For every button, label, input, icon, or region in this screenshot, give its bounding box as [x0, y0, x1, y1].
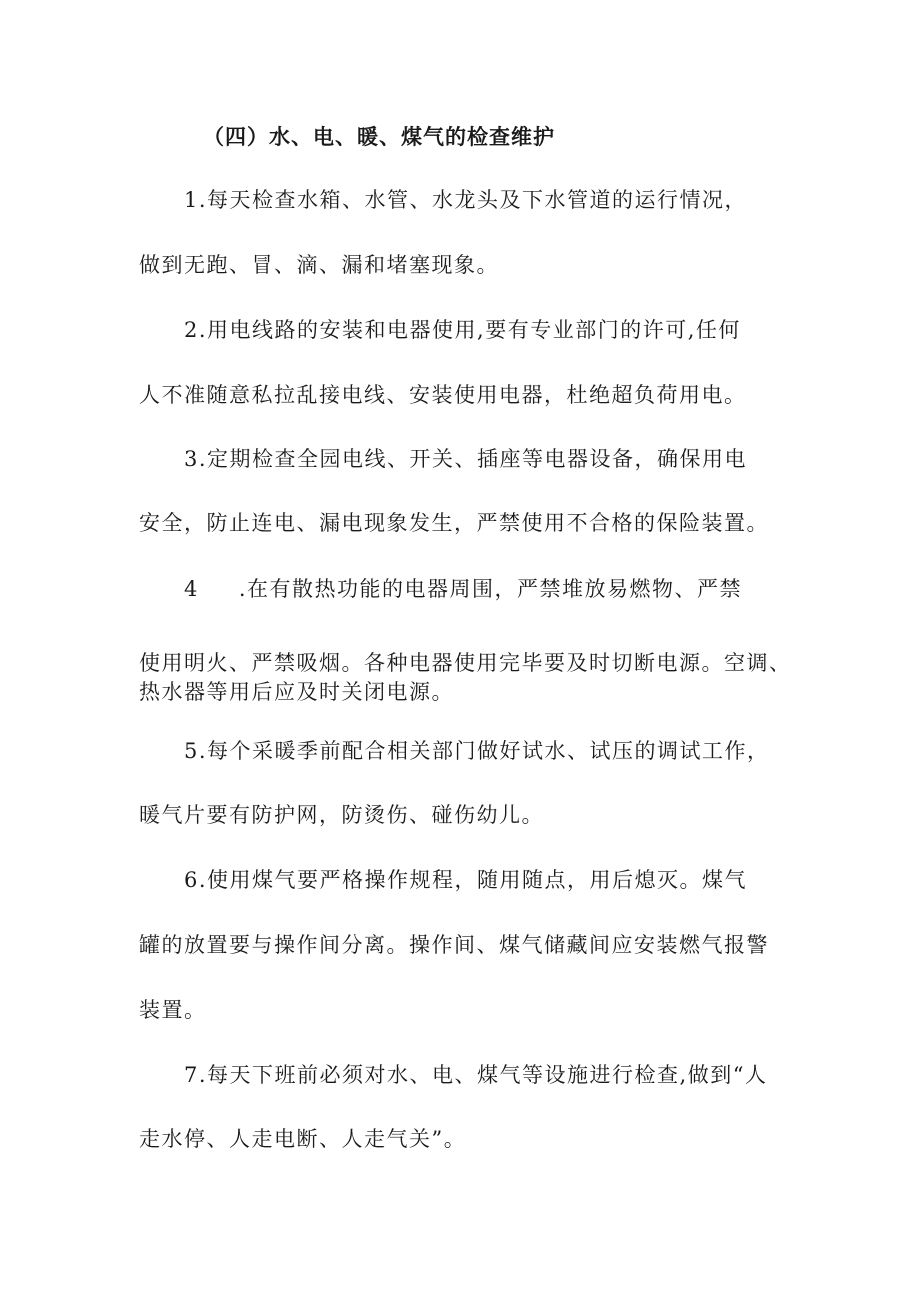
- item-5-line-2: 暖气片要有防护网，防烫伤、碰伤幼儿。: [139, 803, 544, 827]
- item-2-line-2: 人不准随意私拉乱接电线、安装使用电器，杜绝超负荷用电。: [139, 383, 747, 407]
- item-7-first-line: [184, 1063, 767, 1087]
- item-4-text: .在有散热功能的电器周围，严禁堆放易燃物、严禁: [238, 577, 743, 601]
- item-2-text: .用电线路的安装和电器使用,要有专业部门的许可,任何: [198, 318, 741, 342]
- item-7-number: 7: [184, 1063, 199, 1087]
- item-4-first-line: [184, 577, 742, 601]
- item-4-line-2: 使用明火、严禁吸烟。各种电器使用完毕要及时切断电源。空调、: [139, 651, 792, 675]
- item-3-line-2: 安全，防止连电、漏电现象发生，严禁使用不合格的保险装置。: [139, 511, 769, 535]
- item-1-first-line: [184, 188, 747, 212]
- item-1-line-2: 做到无跑、冒、滴、漏和堵塞现象。: [139, 253, 499, 277]
- item-2-first-line: [184, 318, 741, 342]
- item-5-text: .每个采暖季前配合相关部门做好试水、试压的调试工作，: [198, 739, 770, 763]
- item-3-first-line: [184, 447, 747, 471]
- item-7-line-2: 走水停、人走电断、人走气关”。: [139, 1127, 467, 1151]
- item-6-line-3: 装置。: [139, 998, 207, 1022]
- item-3-text: .定期检查全园电线、开关、插座等电器设备，确保用电: [198, 447, 748, 471]
- item-1-number: 1: [184, 188, 199, 212]
- item-1-text: .每天检查水箱、水管、水龙头及下水管道的运行情况，: [198, 188, 748, 212]
- item-4-line-3: 热水器等用后应及时关闭电源。: [139, 680, 454, 704]
- item-6-number: 6: [184, 868, 199, 892]
- item-2-number: 2: [184, 318, 199, 342]
- item-6-text: .使用煤气要严格操作规程，随用随点，用后熄灭。煤气: [198, 868, 748, 892]
- item-5-first-line: [184, 739, 770, 763]
- item-7-text: .每天下班前必须对水、电、煤气等设施进行检查,做到“人: [198, 1063, 768, 1087]
- section-heading: （四）水、电、暖、煤气的检查维护: [203, 124, 555, 149]
- item-6-first-line: [184, 868, 747, 892]
- item-6-line-2: 罐的放置要与操作间分离。操作间、煤气储藏间应安装燃气报警: [139, 933, 769, 957]
- item-3-number: 3: [184, 447, 199, 471]
- item-4-number: 4: [184, 577, 199, 601]
- item-5-number: 5: [184, 739, 199, 763]
